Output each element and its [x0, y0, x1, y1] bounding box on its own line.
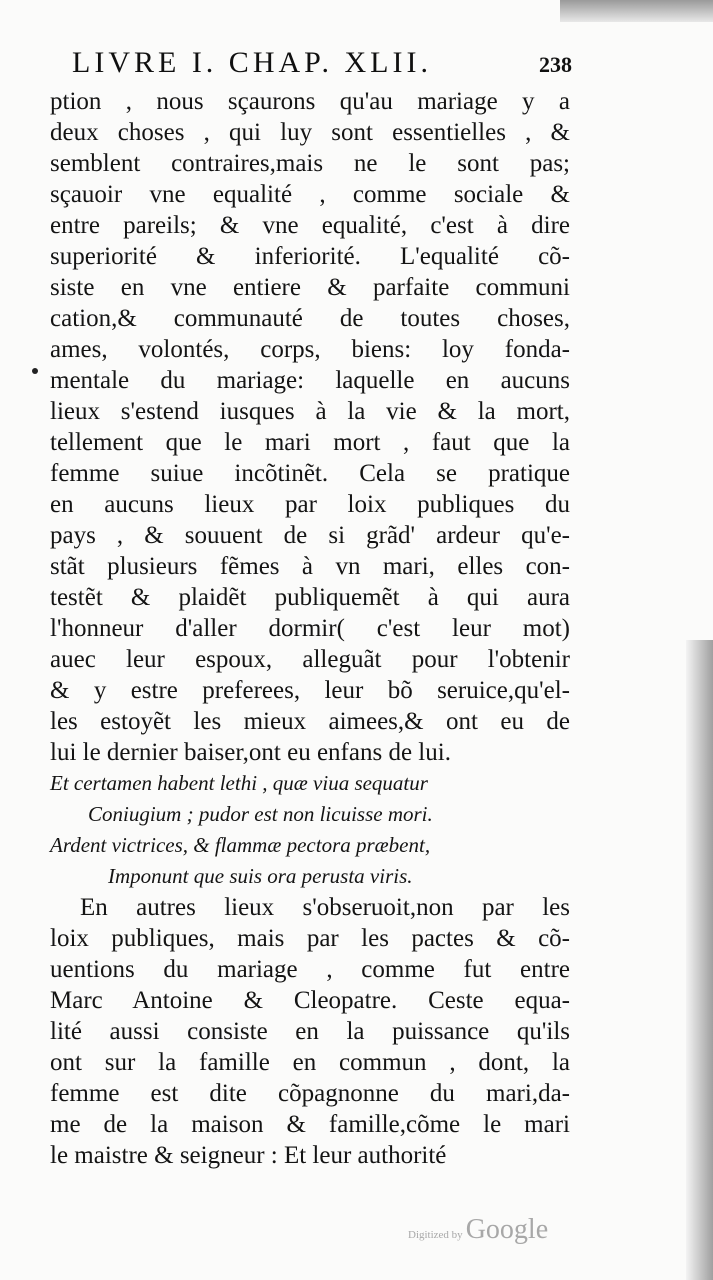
text-line: ont sur la famille en commun , dont, la [50, 1049, 570, 1076]
running-head-title: LIVRE I. CHAP. XLII. [72, 46, 432, 79]
text-line: deux choses , qui luy sont essentielles , & [50, 119, 570, 146]
text-line: lieux s'estend iusques à la vie & la mort, [50, 398, 570, 425]
text-line: En autres lieux s'obseruoit,non par les [80, 894, 570, 921]
text-line: l'honneur d'aller dormir( c'est leur mot) [50, 615, 570, 642]
text-line: ames, volontés, corps, biens: loy fonda- [50, 336, 570, 363]
text-line: testẽt & plaidẽt publiquemẽt à qui aura [50, 584, 570, 611]
text-line: loix publiques, mais par les pactes & cõ- [50, 925, 570, 952]
text-line: auec leur espoux, alleguãt pour l'obtenir [50, 646, 570, 673]
verse-line: Et certamen habent lethi , quæ viua sequatur [50, 771, 428, 795]
text-line: mentale du mariage: laquelle en aucuns [50, 367, 570, 394]
text-line: superiorité & inferiorité. L'equalité cõ- [50, 243, 570, 270]
verse-line: Imponunt que suis ora perusta viris. [108, 864, 413, 888]
text-line: semblent contraires,mais ne le sont pas; [50, 150, 570, 177]
margin-mark-icon [32, 368, 38, 374]
text-line: lité aussi consiste en la puissance qu'ils [50, 1018, 570, 1045]
text-line: siste en vne entiere & parfaite communi [50, 274, 570, 301]
text-line: pays , & souuent de si grãd' ardeur qu'e- [50, 522, 570, 549]
text-line: le maistre & seigneur : Et leur authorité [50, 1142, 447, 1169]
page-number: 238 [539, 52, 572, 77]
text-line: sçauoir vne equalité , comme sociale & [50, 181, 570, 208]
text-line: me de la maison & famille,cõme le mari [50, 1111, 570, 1138]
digitized-prefix: Digitized by [408, 1229, 463, 1241]
text-line: femme suiue incõtinẽt. Cela se pratique [50, 460, 570, 487]
text-line: en aucuns lieux par loix publiques du [50, 491, 570, 518]
scan-shadow-top [560, 0, 713, 22]
text-line: entre pareils; & vne equalité, c'est à dire [50, 212, 570, 239]
text-line: stãt plusieurs fẽmes à vn mari, elles con- [50, 553, 570, 580]
text-line: ption , nous sçaurons qu'au mariage y a [50, 88, 570, 115]
text-line: Marc Antoine & Cleopatre. Ceste equa- [50, 987, 570, 1014]
text-line: femme est dite cõpagnonne du mari,da- [50, 1080, 570, 1107]
running-head [72, 46, 572, 86]
google-wordmark: Google [465, 1214, 549, 1245]
text-line: les estoyẽt les mieux aimees,& ont eu de [50, 708, 570, 735]
text-line: cation,& communauté de toutes choses, [50, 305, 570, 332]
verse-line: Ardent victrices, & flammæ pectora præbent, [50, 833, 431, 857]
verse-line: Coniugium ; pudor est non licuisse mori. [88, 802, 433, 826]
scan-shadow-right [686, 640, 713, 1280]
text-line: tellement que le mari mort , faut que la [50, 429, 570, 456]
digitized-by-watermark [408, 1214, 548, 1254]
text-block [50, 86, 570, 1171]
text-line: & y estre preferees, leur bõ seruice,qu'el- [50, 677, 570, 704]
text-line: uentions du mariage , comme fut entre [50, 956, 570, 983]
text-line: lui le dernier baiser,ont eu enfans de lui. [50, 739, 451, 766]
